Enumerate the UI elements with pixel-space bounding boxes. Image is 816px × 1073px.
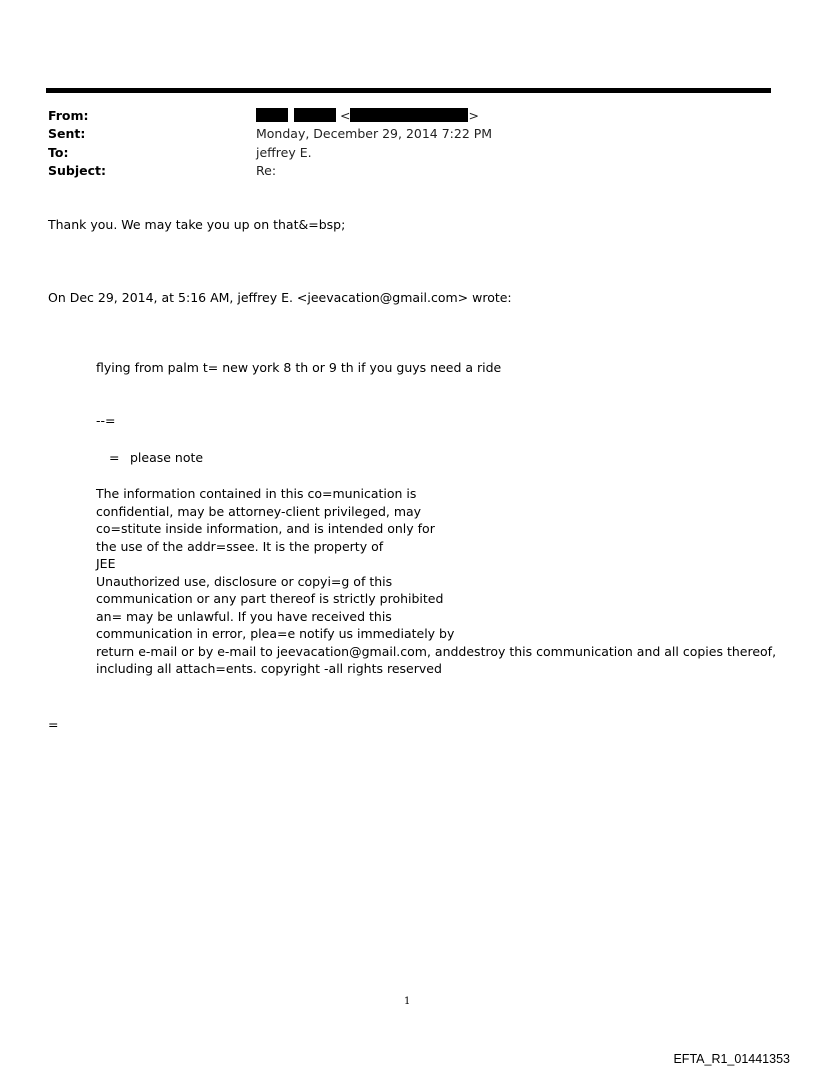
disclaimer-line: an= may be unlawful. If you have received this [96,608,392,624]
from-bracket-close: > [468,108,479,123]
sent-value: Monday, December 29, 2014 7:22 PM [256,126,493,141]
disclaimer-line: Unauthorized use, disclosure or copyi=g of this [96,573,393,589]
reply-text: Thank you. We may take you up on that&=bsp; [48,217,346,232]
note-marker: = [109,450,120,465]
disclaimer-block [96,485,776,678]
redaction-block [256,108,288,122]
disclaimer-line: confidential, may be attorney-client privileged, may [96,503,422,519]
quote-intro: On Dec 29, 2014, at 5:16 AM, jeffrey E. <jeevacation@gmail.com> wrote: [48,290,512,305]
disclaimer-line: JEE [96,556,116,571]
from-bracket-open: < [339,108,351,123]
from-label: From: [48,108,89,123]
disclaimer-line: The information contained in this co=munication is [96,486,417,501]
disclaimer-line: communication in error, plea=e notify us immediately by [96,626,455,641]
redaction-block [350,108,468,122]
disclaimer-line: communication or any part thereof is strictly prohibited [96,591,444,606]
header-rule [46,88,771,93]
note-text: please note [130,450,204,465]
disclaimer-line: the use of the addr=ssee. It is the property of [96,538,384,554]
to-value: jeffrey E. [256,145,312,160]
to-label: To: [48,145,69,160]
disclaimer-line: including all attach=ents. copyright -all rights reserved [96,661,442,676]
disclaimer-line: co=stitute inside information, and is intended only for [96,521,435,536]
trailing-equals: = [48,717,59,732]
signature-separator: --= [96,413,116,428]
from-value [256,107,479,125]
subject-label: Subject: [48,163,106,178]
disclaimer-line: return e-mail or by e-mail to jeevacation@gmail.com, anddestroy this communication and all copies thereof, [96,643,777,659]
quoted-message: flying from palm t= new york 8 th or 9 th if you guys need a ride [96,360,502,375]
page-number: 1 [404,996,411,1007]
subject-value: Re: [256,163,277,178]
redaction-block [294,108,336,122]
document-id: EFTA_R1_01441353 [673,1052,790,1066]
sent-label: Sent: [48,126,86,141]
